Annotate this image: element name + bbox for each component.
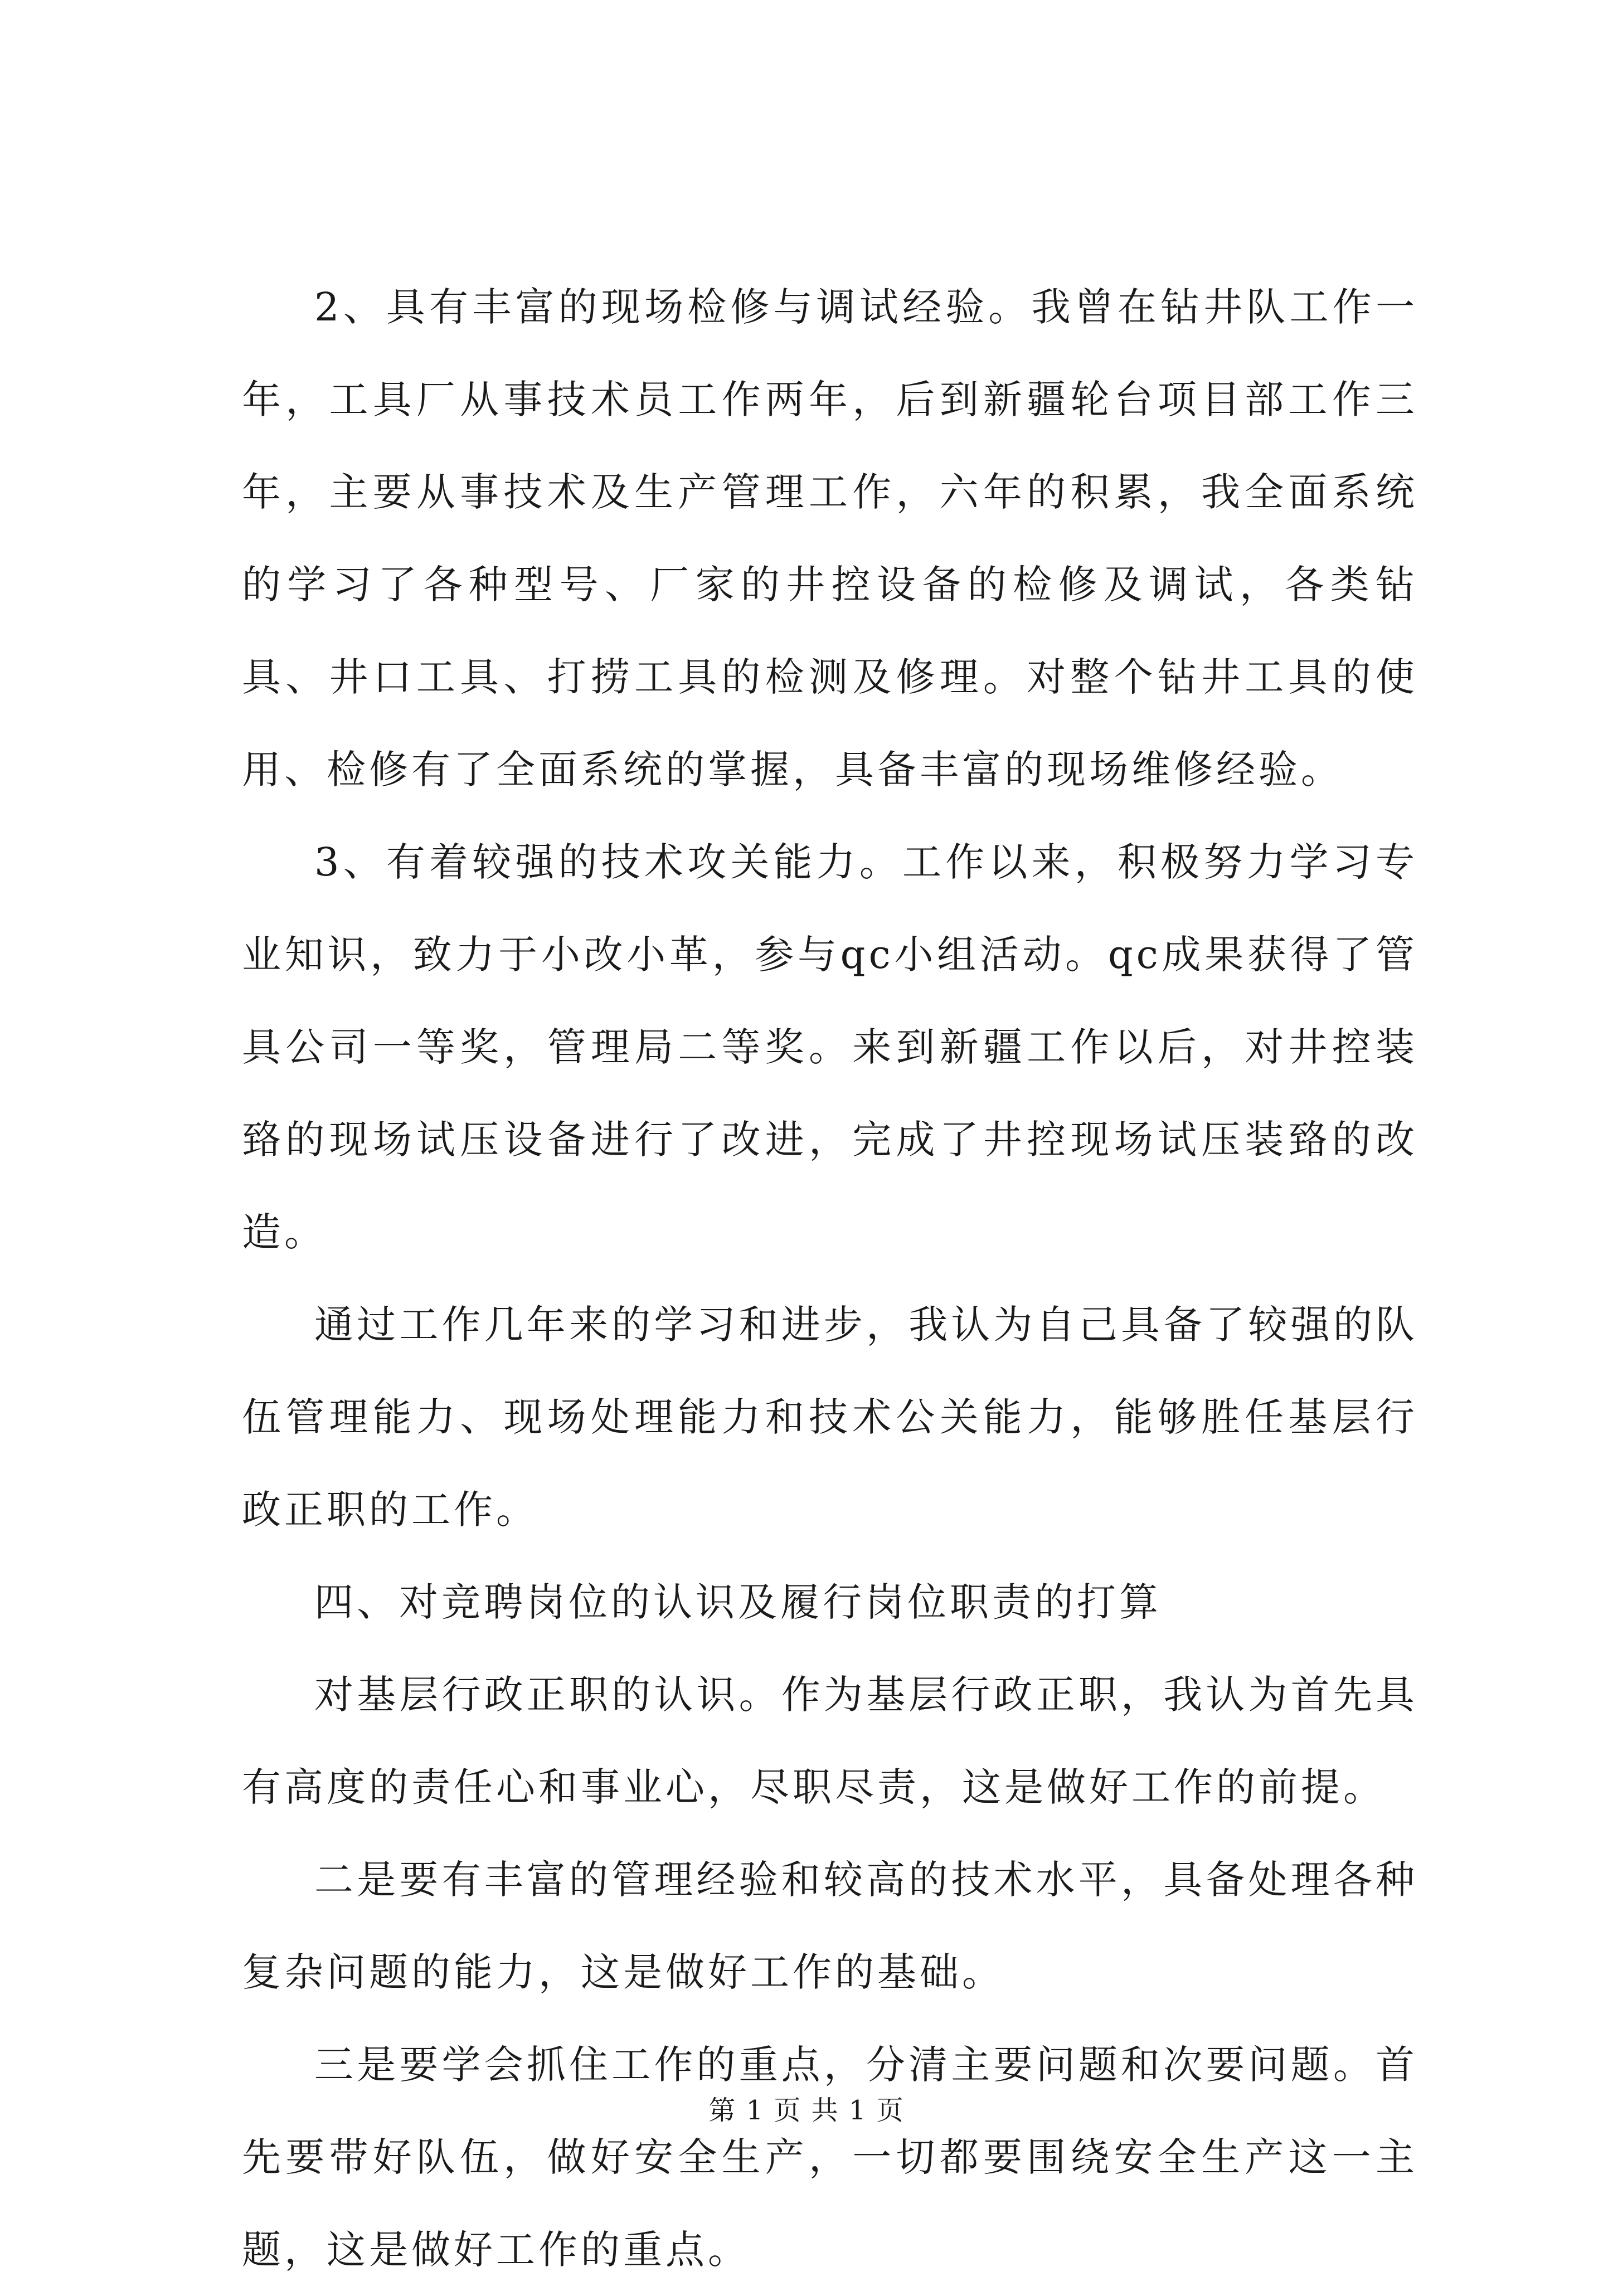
paragraph-point-two: 二是要有丰富的管理经验和较高的技术水平，具备处理各种复杂问题的能力，这是做好工作的基础。 (242, 1857, 1418, 1995)
page-number-footer: 第 1 页 共 1 页 (708, 2095, 905, 2126)
document-body (242, 261, 1418, 2296)
paragraph-item-2-experience: 2、具有丰富的现场检修与调试经验。我曾在钻井队工作一年，工具厂从事技术员工作两年，后到新疆轮台项目部工作三年，主要从事技术及生产管理工作，六年的积累，我全面系统的学习了各种型号、厂家的井控设备的检修及调试，各类钻具、井口工具、打捞工具的检测及修理。对整个钻井工具的使用、检修有了全面系统的掌握，具备丰富的现场维修经验。 (242, 284, 1418, 792)
section-heading-4: 四、对竞聘岗位的认识及履行岗位职责的打算 (314, 1579, 1162, 1625)
paragraph-summary: 通过工作几年来的学习和进步，我认为自己具备了较强的队伍管理能力、现场处理能力和技术公关能力，能够胜任基层行政正职的工作。 (242, 1302, 1418, 1533)
paragraph-understanding: 对基层行政正职的认识。作为基层行政正职，我认为首先具有高度的责任心和事业心，尽职尽责，这是做好工作的前提。 (242, 1672, 1418, 1810)
paragraph-point-three: 三是要学会抓住工作的重点，分清主要问题和次要问题。首先要带好队伍，做好安全生产，一切都要围绕安全生产这一主题，这是做好工作的重点。 (242, 2042, 1418, 2273)
paragraph-item-3-technical: 3、有着较强的技术攻关能力。工作以来，积极努力学习专业知识，致力于小改小革，参与qc小组活动。qc成果获得了管具公司一等奖，管理局二等奖。来到新疆工作以后，对井控装臵的现场试压设备进行了改进，完成了井控现场试压装臵的改造。 (242, 839, 1418, 1255)
